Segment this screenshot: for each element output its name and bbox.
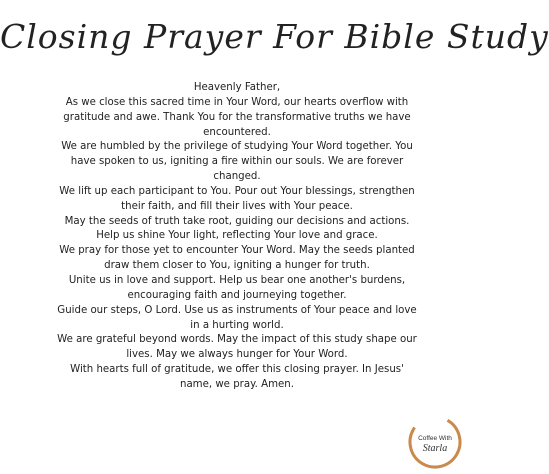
prayer-line: changed. — [213, 171, 261, 183]
prayer-line: We lift up each participant to You. Pour out Your blessings, strengthen — [59, 185, 415, 197]
prayer-body — [26, 81, 448, 393]
brand-logo — [406, 413, 464, 471]
prayer-line: draw them closer to You, igniting a hunger for truth. — [104, 260, 370, 272]
prayer-line: Help us shine Your light, reflecting Your love and grace. — [96, 230, 378, 242]
logo-text-line2: Starla — [422, 443, 448, 454]
prayer-line: Guide our steps, O Lord. Use us as instruments of Your peace and love — [57, 304, 417, 316]
prayer-line: lives. May we always hunger for Your Word. — [126, 349, 348, 361]
prayer-line: encountered. — [203, 126, 271, 138]
logo-badge-icon — [406, 413, 464, 471]
prayer-line: We are humbled by the privilege of studying Your Word together. You — [61, 141, 413, 153]
prayer-line: Unite us in love and support. Help us bear one another's burdens, — [68, 274, 406, 286]
logo-text-line1: Coffee With — [418, 435, 452, 442]
page-title: Closing Prayer For Bible Study — [0, 17, 549, 56]
prayer-line: in a hurting world. — [190, 319, 284, 331]
prayer-line: We pray for those yet to encounter Your Word. May the seeds planted — [59, 245, 415, 257]
prayer-line: We are grateful beyond words. May the impact of this study shape our — [57, 334, 417, 346]
prayer-line: With hearts full of gratitude, we offer this closing prayer. In Jesus' — [70, 364, 404, 376]
prayer-line: their faith, and fill their lives with Your peace. — [121, 200, 353, 212]
prayer-line: May the seeds of truth take root, guiding our decisions and actions. — [64, 215, 410, 227]
prayer-line: As we close this sacred time in Your Word, our hearts overflow with — [65, 96, 409, 108]
prayer-line: have spoken to us, igniting a fire within our souls. We are forever — [70, 156, 404, 168]
prayer-line: encouraging faith and journeying together. — [127, 289, 347, 301]
prayer-line: Heavenly Father, — [193, 82, 281, 93]
prayer-line: gratitude and awe. Thank You for the transformative truths we have — [63, 111, 411, 123]
prayer-line: name, we pray. Amen. — [179, 378, 294, 390]
